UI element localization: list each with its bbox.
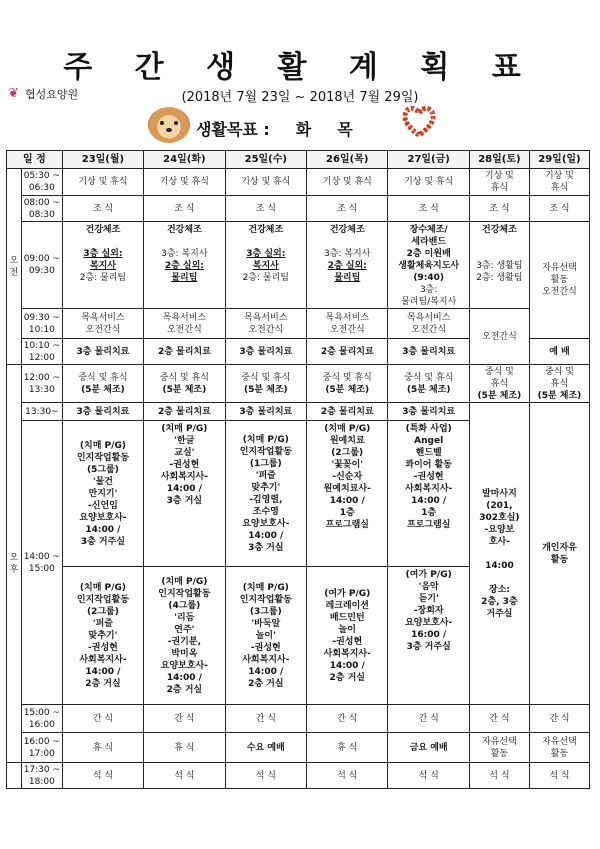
table-row xyxy=(7,169,590,196)
life-goal xyxy=(196,117,353,140)
day-header-tue: 24일(화) xyxy=(144,151,225,169)
cell-sat-0800: 조 식 xyxy=(469,196,529,222)
cell-fri-1500: 간 식 xyxy=(388,705,469,733)
time-1730: 17:30 ~ 18:00 xyxy=(22,763,63,789)
cell-sat-1730: 석 식 xyxy=(469,763,529,789)
cell-wed-1400-b: (치매 P/G) 인지작업활동 (3그룹) '바둑알 놀이' -권성현 사회복지사- 14:00 / 2층 거실 xyxy=(225,567,306,705)
cell-fri-1600: 금요 예배 xyxy=(388,733,469,763)
cell-tue-0900: 건강체조 3층: 복지사 2층 실외: 물리팀 xyxy=(144,222,225,309)
cell-fri-0800: 조 식 xyxy=(388,196,469,222)
cell-sun-0900: 자유선택 활동 오전간식 xyxy=(529,222,589,339)
cell-thu-0930: 목욕서비스 오전간식 xyxy=(307,309,388,339)
cell-thu-0800: 조 식 xyxy=(307,196,388,222)
cell-mon-0930: 목욕서비스 오전간식 xyxy=(62,309,143,339)
time-1500: 15:00 ~ 16:00 xyxy=(22,705,63,733)
cell-thu-1400-b: (여가 P/G) 레크레이션 배드민턴 놀이 -권성현 사회복지사- 14:00 / 2층 거실 xyxy=(307,567,388,705)
cell-thu-1010: 2층 물리치료 xyxy=(307,339,388,365)
cell-wed-1500: 간 식 xyxy=(225,705,306,733)
cell-fri-1330: 3층 물리치료 xyxy=(388,403,469,421)
cell-fri-0900: 장수체조/ 세라밴드 2층 이원배 생활체육지도사 (9:40) 3층: 물리팀/복지사 xyxy=(388,222,469,309)
period-pm: 오 후 xyxy=(7,365,22,763)
cell-tue-1600: 휴 식 xyxy=(144,733,225,763)
org-name: 협성요양원 xyxy=(25,88,79,101)
day-header-sun: 29일(일) xyxy=(529,151,589,169)
time-0800: 08:00 ~ 08:30 xyxy=(22,196,63,222)
cell-thu-1200: 중식 및 휴식 (5분 체조) xyxy=(307,365,388,403)
cell-wed-1730: 석 식 xyxy=(225,763,306,789)
cell-mon-1730: 석 식 xyxy=(62,763,143,789)
header-row xyxy=(7,151,590,169)
cell-sat-1200: 중식 및 휴식 (5분 체조) xyxy=(469,365,529,403)
cell-wed-1200: 중식 및 휴식 (5분 체조) xyxy=(225,365,306,403)
cell-fri-1200: 중식 및 휴식 (5분 체조) xyxy=(388,365,469,403)
cell-thu-1600: 휴 식 xyxy=(307,733,388,763)
cell-sun-1200: 중식 및 휴식 (5분 체조) xyxy=(529,365,589,403)
table-row xyxy=(7,196,590,222)
cell-fri-1400-b: (여가 P/G) '음악 듣기' -장희자 요양보호사- 16:00 / 3층 거주실 xyxy=(388,567,469,705)
table-row xyxy=(7,705,590,733)
time-0930: 09:30 ~ 10:10 xyxy=(22,309,63,339)
cell-fri-0930: 목욕서비스 오전간식 xyxy=(388,309,469,339)
cell-tue-0930: 목욕서비스 오전간식 xyxy=(144,309,225,339)
table-row xyxy=(7,403,590,421)
cell-sun-1010: 예 배 xyxy=(529,339,589,365)
cell-mon-1400-a: (치매 P/G) 인지작업활동 (5그룹) '물건 만지기' -신언임 요양보호사- 14:00 / 3층 거주실 xyxy=(62,421,143,567)
page-title: 주 간 생 활 계 획 표 xyxy=(63,50,537,85)
cell-tue-1500: 간 식 xyxy=(144,705,225,733)
cell-wed-1400-a: (치매 P/G) 인지작업활동 (1그룹) '퍼즐 맞추기' -김영렬, 조수영 요양보호사- 14:00 / 3층 거실 xyxy=(225,421,306,567)
cell-thu-1730: 석 식 xyxy=(307,763,388,789)
cell-mon-1200: 중식 및 휴식 (5분 체조) xyxy=(62,365,143,403)
time-1330: 13:30~ xyxy=(22,403,63,421)
cell-wed-1330: 3층 물리치료 xyxy=(225,403,306,421)
weekly-schedule-table xyxy=(6,150,590,789)
cell-wed-0800: 조 식 xyxy=(225,196,306,222)
cell-thu-1400-a: (치매 P/G) 원예치료 (2그룹) '꽃꽂이' -신순자 원예치료사- 14:00 / 1층 프로그램실 xyxy=(307,421,388,567)
cell-sun-1600: 자유선택 활동 xyxy=(529,733,589,763)
goal-word-1: 화 xyxy=(295,120,312,139)
cell-sun-0530: 기상 및 휴식 xyxy=(529,169,589,196)
cell-wed-0900: 건강체조 3층 실외: 복지사 2층: 물리팀 xyxy=(225,222,306,309)
dog-illustration-icon xyxy=(148,107,190,143)
cell-tue-1400-a: (치매 P/G) '한글 교실' -권성현 사회복지사- 14:00 / 3층 거실 xyxy=(144,421,225,567)
cell-fri-1730: 석 식 xyxy=(388,763,469,789)
cell-fri-0530: 기상 및 휴식 xyxy=(388,169,469,196)
cell-tue-1200: 중식 및 휴식 (5분 체조) xyxy=(144,365,225,403)
day-header-fri: 27일(금) xyxy=(388,151,469,169)
time-1600: 16:00 ~ 17:00 xyxy=(22,733,63,763)
cell-sat-1600: 자유선택 활동 xyxy=(469,733,529,763)
cell-tue-1730: 석 식 xyxy=(144,763,225,789)
cell-tue-1010: 2층 물리치료 xyxy=(144,339,225,365)
cell-sat-1400: 발마사지 (201, 302호실) -요양보 호사- 14:00 장소: 2층, 3층 거주실 xyxy=(469,403,529,705)
cell-mon-0800: 조 식 xyxy=(62,196,143,222)
goal-word-2: 목 xyxy=(337,120,353,139)
cell-wed-0930: 목욕서비스 오전간식 xyxy=(225,309,306,339)
date-range: (2018년 7월 23일 ~ 2018년 7월 29일) xyxy=(181,90,419,105)
cell-sun-1500: 간 식 xyxy=(529,705,589,733)
cell-tue-1400-b: (치매 P/G) 인지작업활동 (4그룹) '리듬 연주' -권기분, 박미옥 요양보호사- 14:00 / 2층 거실 xyxy=(144,567,225,705)
cell-thu-1330: 2층 물리치료 xyxy=(307,403,388,421)
day-header-thu: 26일(목) xyxy=(307,151,388,169)
heart-logo-icon: ❦ xyxy=(8,86,19,101)
time-1400: 14:00 ~ 15:00 xyxy=(22,421,63,705)
cell-sat-0900: 건강체조 3층: 생활팀 2층: 생활팀 xyxy=(469,222,529,309)
cell-mon-1500: 간 식 xyxy=(62,705,143,733)
cell-wed-1600: 수요 예배 xyxy=(225,733,306,763)
cell-mon-1400-b: (치매 P/G) 인지작업활동 (2그룹) '퍼즐 맞추기' -권성현 사회복지사- 14:00 / 2층 거실 xyxy=(62,567,143,705)
period-pm-end xyxy=(7,763,22,789)
table-row xyxy=(7,222,590,309)
table-row xyxy=(7,309,590,339)
cell-fri-1400-a: (특화 사업) Angel 핸드벨 콰이어 활동 -권성현 사회복지사- 14:00 / 1층 프로그램실 xyxy=(388,421,469,567)
cell-sun-1730: 석 식 xyxy=(529,763,589,789)
cell-sun-0800: 조 식 xyxy=(529,196,589,222)
cell-tue-0800: 조 식 xyxy=(144,196,225,222)
cell-sat-1500: 간 식 xyxy=(469,705,529,733)
schedule-header: 일 정 xyxy=(7,151,63,169)
cell-fri-1010: 3층 물리치료 xyxy=(388,339,469,365)
cell-tue-0530: 기상 및 휴식 xyxy=(144,169,225,196)
cell-thu-0900: 건강체조 3층: 복지사 2층 실외: 물리팀 xyxy=(307,222,388,309)
goal-label: 생활목표 : xyxy=(196,120,270,139)
cell-mon-0900: 건강체조 3층 실외: 복지사 2층: 물리팀 xyxy=(62,222,143,309)
time-1010: 10:10 ~ 12:00 xyxy=(22,339,63,365)
cell-mon-0530: 기상 및 휴식 xyxy=(62,169,143,196)
cell-mon-1010: 3층 물리치료 xyxy=(62,339,143,365)
cell-tue-1330: 2층 물리치료 xyxy=(144,403,225,421)
cell-sat-0930: 오전간식 xyxy=(469,309,529,365)
cell-wed-1010: 3층 물리치료 xyxy=(225,339,306,365)
day-header-wed: 25일(수) xyxy=(225,151,306,169)
day-header-sat: 28일(토) xyxy=(469,151,529,169)
cell-thu-0530: 기상 및 휴식 xyxy=(307,169,388,196)
table-row xyxy=(7,763,590,789)
cell-wed-0530: 기상 및 휴식 xyxy=(225,169,306,196)
time-0900: 09:00 ~ 09:30 xyxy=(22,222,63,309)
time-0530: 05:30 ~ 06:30 xyxy=(22,169,63,196)
cell-thu-1500: 간 식 xyxy=(307,705,388,733)
cell-sat-0530: 기상 및 휴식 xyxy=(469,169,529,196)
day-header-mon: 23일(월) xyxy=(62,151,143,169)
time-1200: 12:00 ~ 13:30 xyxy=(22,365,63,403)
table-row xyxy=(7,365,590,403)
period-am: 오 전 xyxy=(7,169,22,365)
cell-sun-1400: 개인자유 활동 xyxy=(529,403,589,705)
flower-heart-wreath-icon xyxy=(402,104,436,138)
cell-mon-1600: 휴 식 xyxy=(62,733,143,763)
table-row xyxy=(7,733,590,763)
cell-mon-1330: 3층 물리치료 xyxy=(62,403,143,421)
